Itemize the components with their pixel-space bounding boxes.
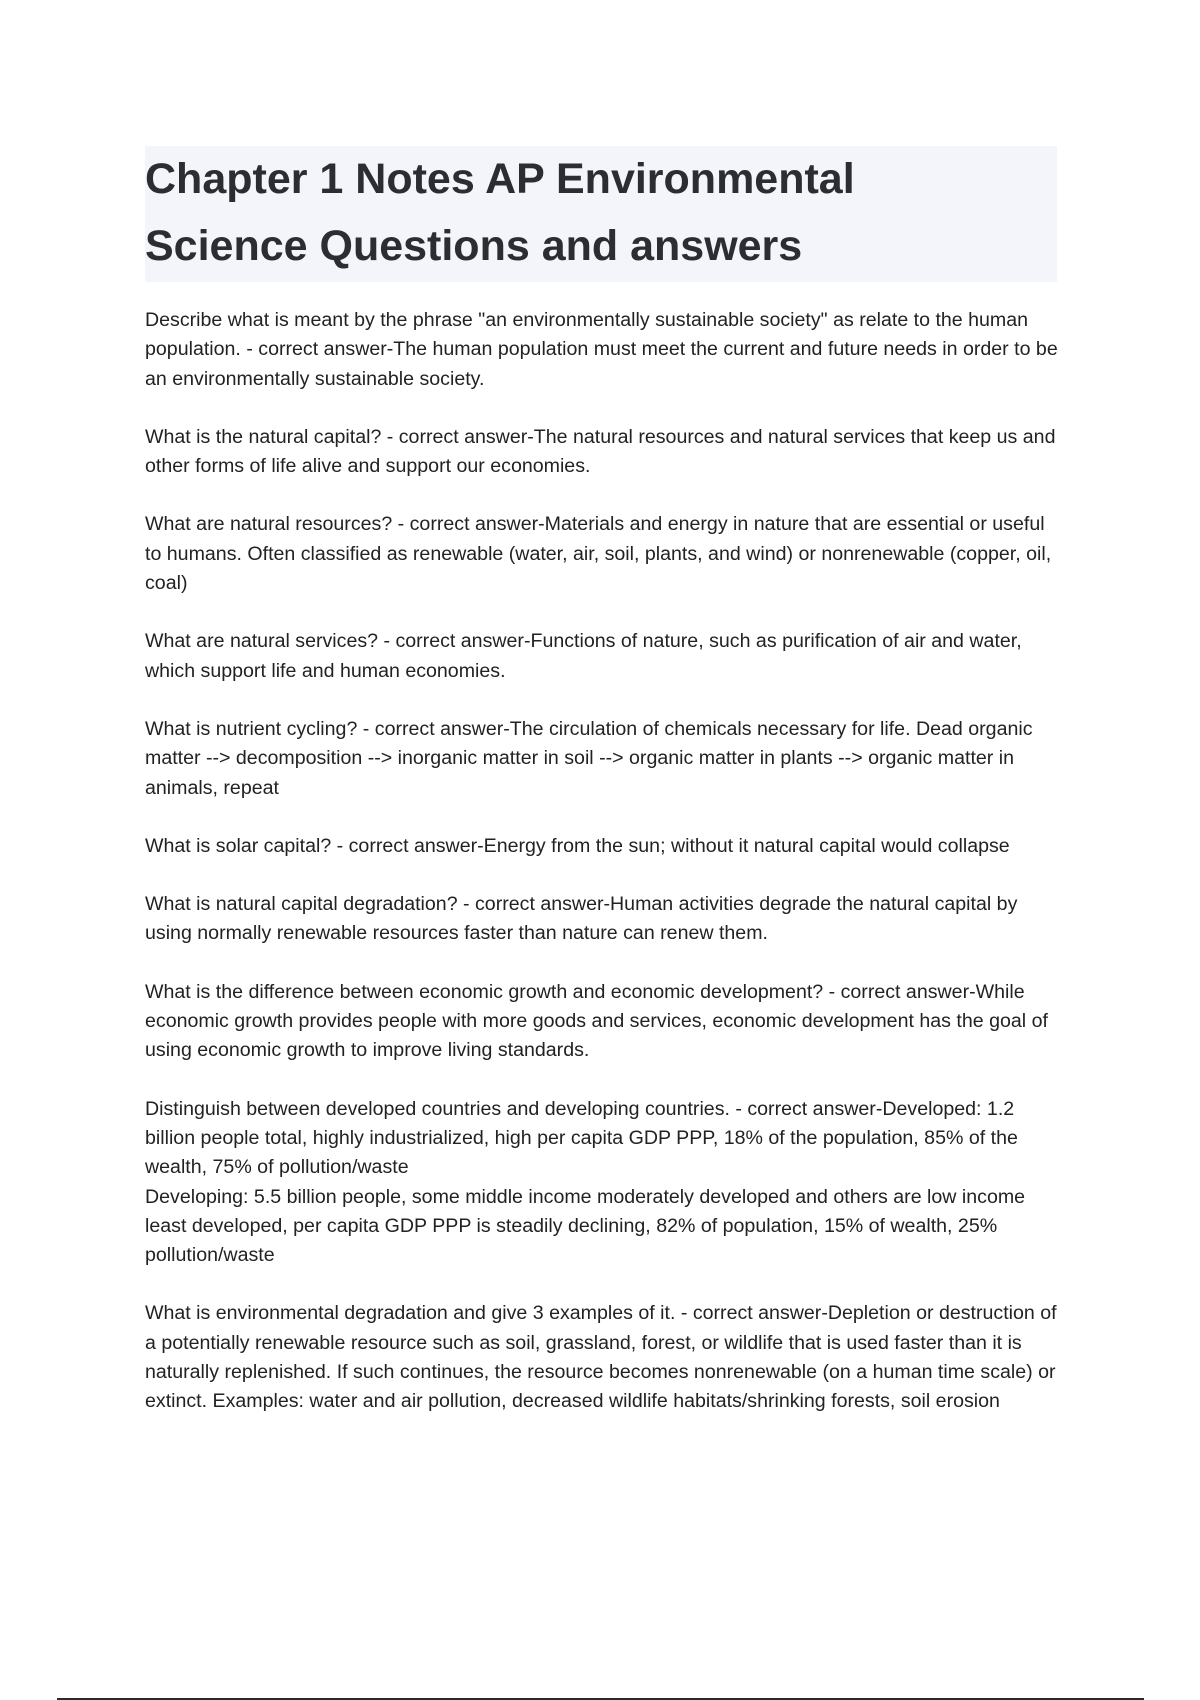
qa-entry-solar-capital: What is solar capital? - correct answer-Energy from the sun; without it natural capital would collapse <box>145 834 1010 857</box>
title-block <box>145 146 1057 282</box>
qa-entry-growth-vs-development: What is the difference between economic growth and economic development? - correct answer-While economic growth provides people with more goods and services, economic development has the goal of using economic growth to improve living standards. <box>145 980 1048 1062</box>
qa-entry-capital-degradation: What is natural capital degradation? - correct answer-Human activities degrade the natural capital by using normally renewable resources faster than nature can renew them. <box>145 893 1018 945</box>
qa-entry-nutrient-cycling: What is nutrient cycling? - correct answer-The circulation of chemicals necessary for life. Dead organic matter --> decomposition --> inorganic matter in soil --> organic matter in plants --> organic matter in animals, repeat <box>145 717 1033 799</box>
qa-entry-developed-vs-developing: Distinguish between developed countries and developing countries. - correct answer-Developed: 1.2 billion people total, highly industrialized, high per capita GDP PPP, 18% of the population, 85% of the wealth, 75% of pollution/waste Developing: 5.5 billion people, some middle income moderately developed and others are low income least developed, per capita GDP PPP is steadily declining, 82% of population, 15% of wealth, 25% pollution/waste <box>145 1097 1026 1267</box>
document-title: Chapter 1 Notes AP Environmental Science Questions and answers <box>145 155 855 270</box>
qa-list <box>145 306 1065 1446</box>
qa-entry-natural-resources: What are natural resources? - correct answer-Materials and energy in nature that are essential or useful to humans. Often classified as renewable (water, air, soil, plants, and wind) or nonrenewable (copper, oil, coal) <box>145 513 1052 595</box>
qa-entry-sustainable-society: Describe what is meant by the phrase "an environmentally sustainable society" as relate to the human population. - correct answer-The human population must meet the current and future needs in order to be an environmentally sustainable society. <box>145 309 1058 390</box>
qa-entry-environmental-degradation: What is environmental degradation and give 3 examples of it. - correct answer-Depletion or destruction of a potentially renewable resource such as soil, grassland, forest, or wildlife that is used faster than it is naturally replenished. If such continues, the resource becomes nonrenewable (on a human time scale) or extinct. Examples: water and air pollution, decreased wildlife habitats/shrinking forests, soil erosion <box>145 1302 1057 1413</box>
qa-entry-natural-services: What are natural services? - correct answer-Functions of nature, such as purification of air and water, which support life and human economies. <box>145 630 1022 682</box>
qa-entry-natural-capital: What is the natural capital? - correct answer-The natural resources and natural services that keep us and other forms of life alive and support our economies. <box>145 425 1056 478</box>
